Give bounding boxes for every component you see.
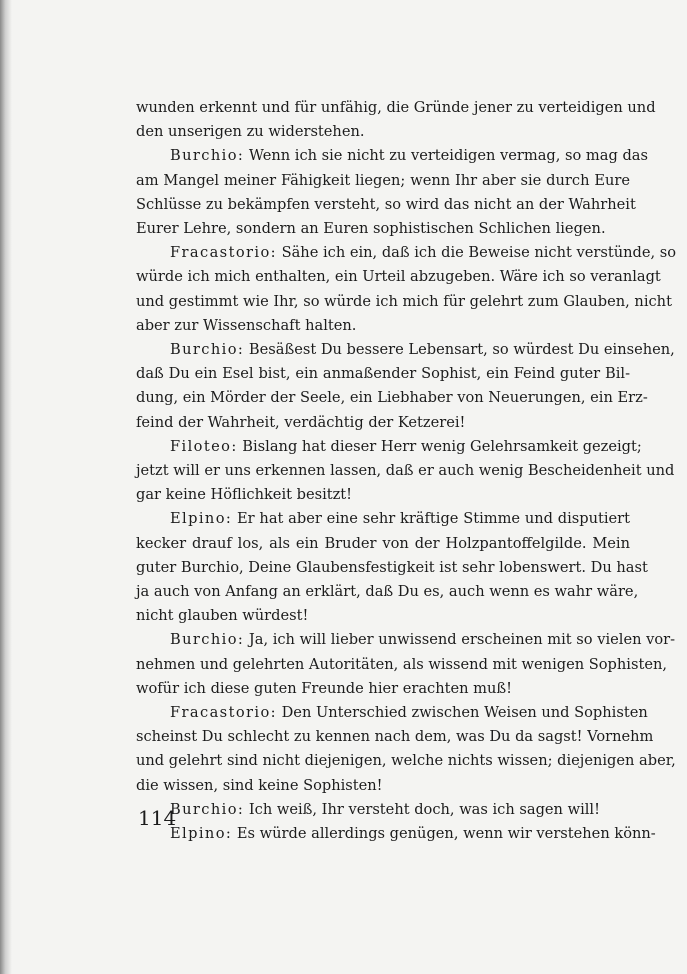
page-number: 114 [138,806,177,830]
speaker-name: Filoteo: [170,437,238,455]
text-line [136,435,642,459]
speaker-name: Elpino: [170,825,233,843]
line-text: daß Du ein Esel bist, ein anmaßender Sophist, ein Feind guter Bil- [136,365,630,383]
text-line [136,701,648,725]
text-line [136,604,630,628]
text-line [136,774,630,798]
line-text: und gestimmt wie Ihr, so würde ich mich für gelehrt zum Glauben, nicht [136,292,672,310]
line-text: nehmen und gelehrten Autoritäten, als wissend mit wenigen Sophisten, [136,655,667,673]
speaker-name: Burchio: [170,631,245,649]
text-line [136,217,630,241]
text-line [136,386,648,410]
text-line [136,507,630,531]
speaker-name: Fracastorio: [170,704,277,722]
text-line [136,120,630,144]
line-text: gar keine Höflichkeit besitzt! [136,486,353,504]
line-text: Den Unterschied zwischen Weisen und Sophisten [276,704,648,722]
text-line [136,144,648,168]
text-line [136,265,661,289]
text-line [136,459,675,483]
line-text: jetzt will er uns erkennen lassen, daß er auch wenig Bescheidenheit und [136,462,675,480]
speaker-name: Burchio: [170,341,245,359]
text-line [136,556,648,580]
text-line [136,677,630,701]
line-text: wofür ich diese guten Freunde hier erachten muß! [136,679,513,697]
text-line [136,483,630,507]
text-line [136,290,672,314]
text-line [136,749,676,773]
line-text: nicht glauben würdest! [136,607,309,625]
line-text: und gelehrt sind nicht diejenigen, welche nichts wissen; diejenigen aber, [136,752,676,770]
text-line [136,798,630,822]
body-text [136,96,677,846]
line-text: ja auch von Anfang an erklärt, daß Du es, auch wenn es wahr wäre, [136,583,639,601]
speaker-name: Fracastorio: [170,244,277,262]
text-line [136,580,639,604]
text-line [136,362,630,386]
line-text: guter Burchio, Deine Glaubensfestigkeit ist sehr lobenswert. Du hast [136,558,648,576]
text-line [136,653,667,677]
text-line [136,96,656,120]
text-line [136,725,654,749]
line-text: feind der Wahrheit, verdächtig der Ketzerei! [136,413,466,431]
text-line [136,628,676,652]
line-text: am Mangel meiner Fähigkeit liegen; wenn Ihr aber sie durch Eure [136,171,630,189]
line-text: würde ich mich enthalten, ein Urteil abzugeben. Wäre ich so veranlagt [136,268,661,286]
line-text: Es würde allerdings genügen, wenn wir verstehen könn- [232,825,656,843]
page-edge-shadow [0,0,12,974]
speaker-name: Elpino: [170,510,233,528]
text-line [136,193,636,217]
speaker-name: Burchio: [170,800,245,818]
text-line [136,241,677,265]
text-line [136,314,630,338]
line-text: Ja, ich will lieber unwissend erscheinen mit so vielen vor- [244,631,676,649]
line-text: Er hat aber eine sehr kräftige Stimme und disputiert [232,510,630,528]
line-text: scheinst Du schlecht zu kennen nach dem, was Du da sagst! Vornehm [136,728,654,746]
text-line [136,532,630,556]
line-text: Ich weiß, Ihr versteht doch, was ich sagen will! [244,800,600,818]
speaker-name: Burchio: [170,147,245,165]
line-text: Besäßest Du bessere Lebensart, so würdest Du einsehen, [244,341,675,359]
line-text: Eurer Lehre, sondern an Euren sophistischen Schlichen liegen. [136,220,606,238]
line-text: kecker drauf los, als ein Bruder von der Holzpantoffelgilde. Mein [136,534,630,552]
line-text: Wenn ich sie nicht zu verteidigen vermag, so mag das [244,147,648,165]
text-line [136,338,675,362]
line-text: Sähe ich ein, daß ich die Beweise nicht verstünde, so [276,244,677,262]
text-line [136,169,630,193]
text-line [136,411,630,435]
line-text: Schlüsse zu bekämpfen versteht, so wird das nicht an der Wahrheit [136,195,636,213]
line-text: aber zur Wissenschaft halten. [136,316,357,334]
text-line [136,822,656,846]
line-text: die wissen, sind keine Sophisten! [136,776,383,794]
line-text: wunden erkennt und für unfähig, die Gründe jener zu verteidigen und [136,99,656,116]
line-text: den unserigen zu widerstehen. [136,123,365,141]
line-text: dung, ein Mörder der Seele, ein Liebhaber von Neuerungen, ein Erz- [136,389,648,407]
line-text: Bislang hat dieser Herr wenig Gelehrsamkeit gezeigt; [237,437,642,455]
